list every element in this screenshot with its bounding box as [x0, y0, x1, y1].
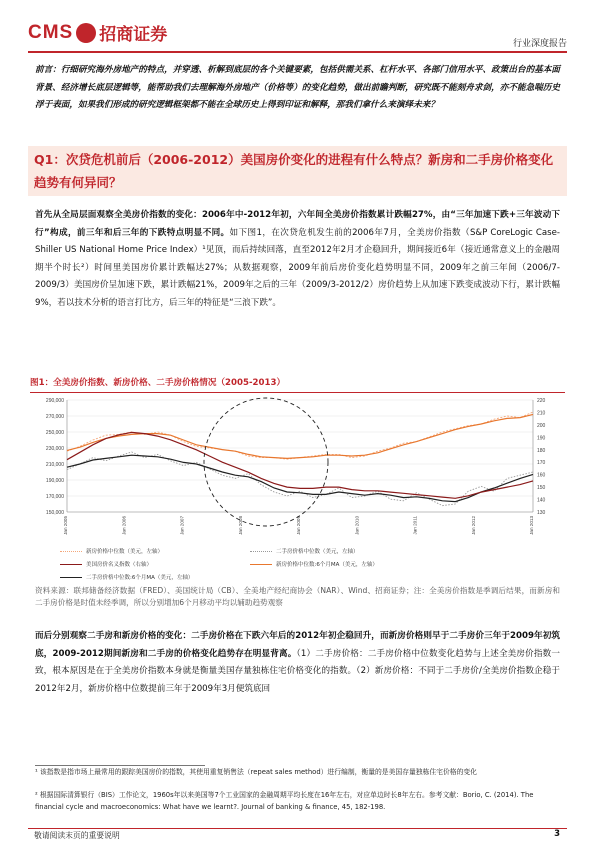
intro-paragraph: 前言：行细研究海外房地产的特点，并穿透、析解到底层的各个关键要素，包括供需关系、杠杆水平、各部门信用水平、政策出台的基本面背景、经济增长底层逻辑等，能帮助我们去理解海外房地产（价格等）的变化趋势，做出前瞻判断，研究既不能刻舟求剑，亦不能急喘历史浮于表面，如果我们形成的研究逻辑框架都不能在全球历史上得到印证和解释，那我们拿什么来演绎未来？ [35, 65, 560, 110]
footnote-1: ¹ 该指数是指市场上最常用的跟踪美国房价的指数，其使用重复销售法（repeat sales method）进行编制，衡量的是美国存量独栋住宅价格的变化 [35, 768, 477, 776]
footer-disclaimer: 敬请阅读末页的重要说明 [34, 831, 120, 840]
logo-seal-icon [76, 23, 96, 43]
x-tick-label: Jan 2009 [296, 516, 301, 535]
page-number: 3 [554, 829, 560, 839]
legend-item-existing-ma: 二手房价格中位数:6个月MA（美元，左轴） [60, 573, 193, 581]
body-paragraph-2 [35, 628, 560, 698]
paragraph-1-text: 如下图1，在次贷危机发生前的2006年7月，全美房价指数（S&P CoreLogic Case-Shiller US National Home Price Index）¹见顶，而后持续回落，直至2012年2月才企稳回升，期间接近6年（接近通常意义上的金融周期半个时长²）时间里美国房价累计跌幅达27%；从数据观察，2009年前后房价变化趋势明显不同，2009年之前三年间（2006/7-2009/3）美国房价呈加速下跌，累计跌幅21%，2009年之后的三年（2009/3-2012/2）房价趋势上从加速下跌变成波动下行，累计跌幅9%，若以技术分析的语言打比方，后三年的特征是“三浪下跌”。 [35, 227, 561, 308]
legend-item-new-ma: 新房价格中位数:6个月MA（美元，左轴） [250, 560, 378, 568]
y-left-tick-label: 250,000 [45, 430, 64, 436]
series-line-2 [67, 452, 533, 506]
y-left-tick-label: 190,000 [45, 478, 64, 484]
paragraph-2-text: （1）二手房价格：二手房价格中位数变化趋势与上述全美房价指数一致，根本原因是在于全美房价指数本身就是衡量美国存量独栋住宅价格变化的指数。（2）新房价格：不同于二手房价/全美房价指数企稳于2012年2月，新房价格中位数提前三年于2009年3月便筑底回 [35, 648, 561, 694]
logo-cn-text: 招商证券 [99, 25, 168, 45]
y-right-tick-label: 220 [537, 398, 546, 404]
header-divider [28, 51, 567, 53]
y-left-tick-label: 230,000 [45, 446, 64, 452]
price-chart [30, 394, 565, 544]
series-line-4 [67, 432, 533, 498]
y-right-tick-label: 200 [537, 422, 546, 429]
series-line-3 [67, 455, 533, 501]
company-logo [28, 20, 167, 45]
footnote-2: ² 根据国际清算银行（BIS）工作论文，1960s年以来美国等7个工业国家的金融周期平均长度在16年左右，对应单边时长8年左右。参考文献：Borio, C. (2014). The financial cycle and macroeconomics: What have we learnt?. Journal of banking & finance, 45, 182-198. [35, 791, 534, 811]
y-left-tick-label: 150,000 [45, 510, 64, 516]
body-paragraph-1 [35, 207, 560, 312]
y-right-tick-label: 160 [537, 472, 546, 479]
logo-text: CMS [28, 21, 74, 43]
y-right-tick-label: 170 [537, 460, 546, 467]
y-left-tick-label: 270,000 [45, 414, 64, 420]
y-right-tick-label: 190 [537, 435, 546, 442]
y-right-tick-label: 210 [537, 410, 546, 417]
figure-source: 资料来源：联邦储备经济数据（FRED）、美国统计局（CB）、全美地产经纪商协会（NAR）、Wind、招商证券；注：全美房价指数是季调后结果，而新房和二手房价格是时值未经季调，所以分别增加6个月移动平均以辅助趋势观察 [35, 586, 560, 607]
figure-divider [30, 392, 565, 393]
series-line-1 [67, 414, 533, 458]
paragraph-2-lead: 而后分别观察二手房和新房价格的变化：二手房价格在下跌六年后的2012年初企稳回升，而新房价格则早于二手房价三年于2009年初筑底，2009-2012期间新房和二手房的价格变化趋势存在明显背离。 [35, 631, 560, 659]
paragraph-1-lead: 首先从全局层面观察全美房价指数的变化：2006年中-2012年初，六年间全美房价指数累计跌幅27%，由“三年加速下跌+三年波动下行”构成，前三年和后三年的下跌特点明显不同。 [35, 210, 560, 238]
x-tick-label: Jan 2006 [121, 516, 127, 535]
y-right-tick-label: 150 [537, 485, 546, 492]
y-left-tick-label: 290,000 [45, 398, 64, 404]
footer-divider [28, 828, 567, 829]
x-tick-label: Jan 2010 [354, 516, 360, 535]
y-left-tick-label: 210,000 [45, 462, 64, 468]
x-tick-label: Jan 2011 [412, 516, 418, 535]
legend-item-hpi: 美国房价名义指数（右轴） [60, 560, 152, 568]
x-tick-label: Jan 2005 [63, 516, 68, 535]
report-type: 行业深度报告 [512, 39, 567, 49]
y-right-tick-label: 180 [537, 447, 546, 454]
series-line-0 [67, 412, 533, 459]
x-tick-label: Jan 2012 [470, 516, 476, 535]
x-tick-label: Jan 2007 [179, 516, 185, 535]
x-tick-label: Jan 2008 [237, 516, 243, 535]
y-right-tick-label: 140 [537, 497, 546, 504]
section-heading: Q1：次贷危机前后（2006-2012）美国房价变化的进程有什么特点？新房和二手房价格变化趋势有何异同？ [28, 146, 567, 196]
legend-item-existing-price: 二手房价格中位数（美元，左轴） [250, 547, 359, 555]
x-tick-label: Jan 2013 [529, 516, 534, 535]
y-right-tick-label: 130 [537, 510, 546, 516]
figure-title: 图1：全美房价指数、新房价格、二手房价格情况（2005-2013） [30, 378, 286, 388]
y-left-tick-label: 170,000 [45, 494, 64, 500]
legend-item-new-price: 新房价格中位数（美元，左轴） [60, 547, 163, 555]
